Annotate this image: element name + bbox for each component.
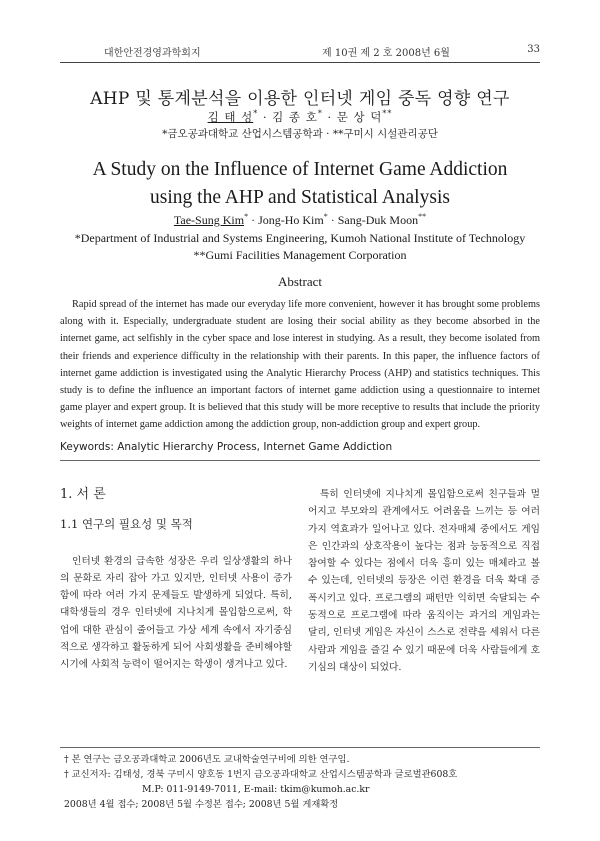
header-divider bbox=[60, 62, 540, 63]
korean-author-3: 문 상 덕 bbox=[336, 110, 383, 124]
english-author-sep-2: · bbox=[330, 213, 335, 227]
abstract-body: Rapid spread of the internet has made our everyday life more convenient, however it has brought some problems along with it. Especially, undergraduate student are losing their social ability as they become absorbed in the internet game, act selfishly in the cyber space and lose interest in studying. As a result, they become isolated from their friends and experience difficulty in the relationship with their parents. In this paper, the influence factors of internet game addiction is investigated using the Analytic Hierarchy Process (AHP) and statistics techniques. This study is to define the influence an important factors of internet game addiction using a questionnaire to internet game player and expert group. It is believed that this study will be more receptive to results that include the priority weights of internet game addiction among the addiction group, non-addiction group and expert group. bbox=[60, 299, 540, 431]
korean-authors bbox=[0, 109, 600, 125]
issue-info: 제 10권 제 2 호 2008년 6월 bbox=[322, 48, 450, 59]
english-affiliations bbox=[0, 230, 600, 264]
english-author-2: Jong-Ho Kim bbox=[258, 213, 324, 227]
section-heading: 1. 서 론 bbox=[60, 487, 106, 502]
footnote-funding: † 본 연구는 금오공과대학교 2006년도 교내학술연구비에 의한 연구임. bbox=[64, 754, 350, 765]
footnotes bbox=[64, 752, 544, 812]
korean-title: AHP 및 통계분석을 이용한 인터넷 게임 중독 영향 연구 bbox=[90, 89, 510, 109]
abstract-heading: Abstract bbox=[277, 274, 323, 289]
footnote-corresponding: † 교신저자: 김태성, 경북 구미시 양호동 1번지 금오공과대학교 산업시스템공학과 글로벌관608호 bbox=[64, 769, 458, 780]
english-author-1-mark: * bbox=[244, 212, 249, 221]
footnote-dates: 2008년 4월 접수; 2008년 5월 수정본 접수; 2008년 5월 게재확정 bbox=[64, 799, 339, 810]
korean-affiliations: *금오공과대학교 산업시스템공학과 · **구미시 시설관리공단 bbox=[162, 128, 438, 140]
korean-author-sep-2: · bbox=[327, 110, 333, 124]
intro-paragraph-left: 인터넷 환경의 급속한 성장은 우리 일상생활의 하나의 문화로 자리 잡아 가고 있지만, 인터넷 사용이 증가함에 따라 여러 가지 문제들도 발생하게 되었다. 특히, 대학생들의 경우 인터넷에 지나치게 몰입함으로써, 학업에 대한 관심이 줄어들고 가상 세계 속에서 자기중심적으로 생각하고 활동하게 되어 사회생활을 준비해야할 시기에 사회적 능력이 떨어지는 학생이 생겨나고 있다. bbox=[60, 555, 292, 671]
english-authors bbox=[0, 212, 600, 228]
footnote-contact: M.P: 011-9149-7011, E-mail: tkim@kumoh.ac.kr bbox=[142, 784, 370, 795]
left-column bbox=[60, 486, 292, 674]
korean-author-2: 김 종 호 bbox=[272, 110, 318, 124]
footnote-divider bbox=[60, 747, 540, 748]
korean-affiliation-1: *금오공과대학교 산업시스템공학과 bbox=[162, 128, 323, 140]
english-author-2-mark: * bbox=[323, 212, 328, 221]
korean-author-sep-1: · bbox=[262, 110, 268, 124]
english-author-1: Tae-Sung Kim bbox=[173, 213, 245, 227]
korean-affiliation-2: **구미시 시설관리공단 bbox=[332, 128, 438, 140]
english-affiliation-2: **Gumi Facilities Management Corporation bbox=[193, 248, 407, 262]
journal-name: 대한안전경영과학회지 bbox=[104, 48, 201, 59]
english-title-line-1: A Study on the Influence of Internet Game Addiction bbox=[92, 159, 508, 180]
subsection-heading: 1.1 연구의 필요성 및 목적 bbox=[60, 517, 193, 532]
english-author-3: Sang-Duk Moon bbox=[337, 213, 419, 227]
page-number: 33 bbox=[527, 44, 540, 55]
korean-author-3-mark: ** bbox=[382, 109, 393, 119]
intro-paragraph-right: 특히 인터넷에 지나치게 몰입함으로써 친구들과 멀어지고 부모와의 관계에서도 어려움을 느끼는 등 여러 가지 역효과가 일어나고 있다. 전자매체 중에서도 게임은 인간과의 상호작용이 높다는 점과 능동적으로 직접 참여할 수 있다는 점에서 더욱 흥미 있는 매체라고 볼 수 있는데, 인터넷의 등장은 이런 환경을 더욱 확대 증폭시키고 있다. 프로그램의 패턴만 익히면 숙달되는 수동적으로 프로그램에 따라 움직이는 과거의 게임과는 달리, 인터넷 게임은 자신이 스스로 전략을 세워서 다른 사람과 게임을 즐길 수 있기 때문에 더욱 사람들에게 호기심의 대상이 되었다. bbox=[308, 489, 540, 673]
korean-author-1: 김 태 성 bbox=[207, 110, 254, 124]
english-author-sep-1: · bbox=[251, 213, 256, 227]
english-author-3-mark: ** bbox=[418, 212, 427, 221]
korean-author-1-mark: * bbox=[253, 109, 259, 119]
korean-author-2-mark: * bbox=[317, 109, 323, 119]
english-affiliation-1: *Department of Industrial and Systems Engineering, Kumoh National Institute of Technology bbox=[74, 231, 526, 245]
english-title bbox=[0, 156, 600, 212]
abstract-divider bbox=[60, 460, 540, 461]
keywords: Keywords: Analytic Hierarchy Process, Internet Game Addiction bbox=[60, 441, 393, 453]
right-column bbox=[308, 486, 540, 676]
english-title-line-2: using the AHP and Statistical Analysis bbox=[150, 187, 450, 208]
